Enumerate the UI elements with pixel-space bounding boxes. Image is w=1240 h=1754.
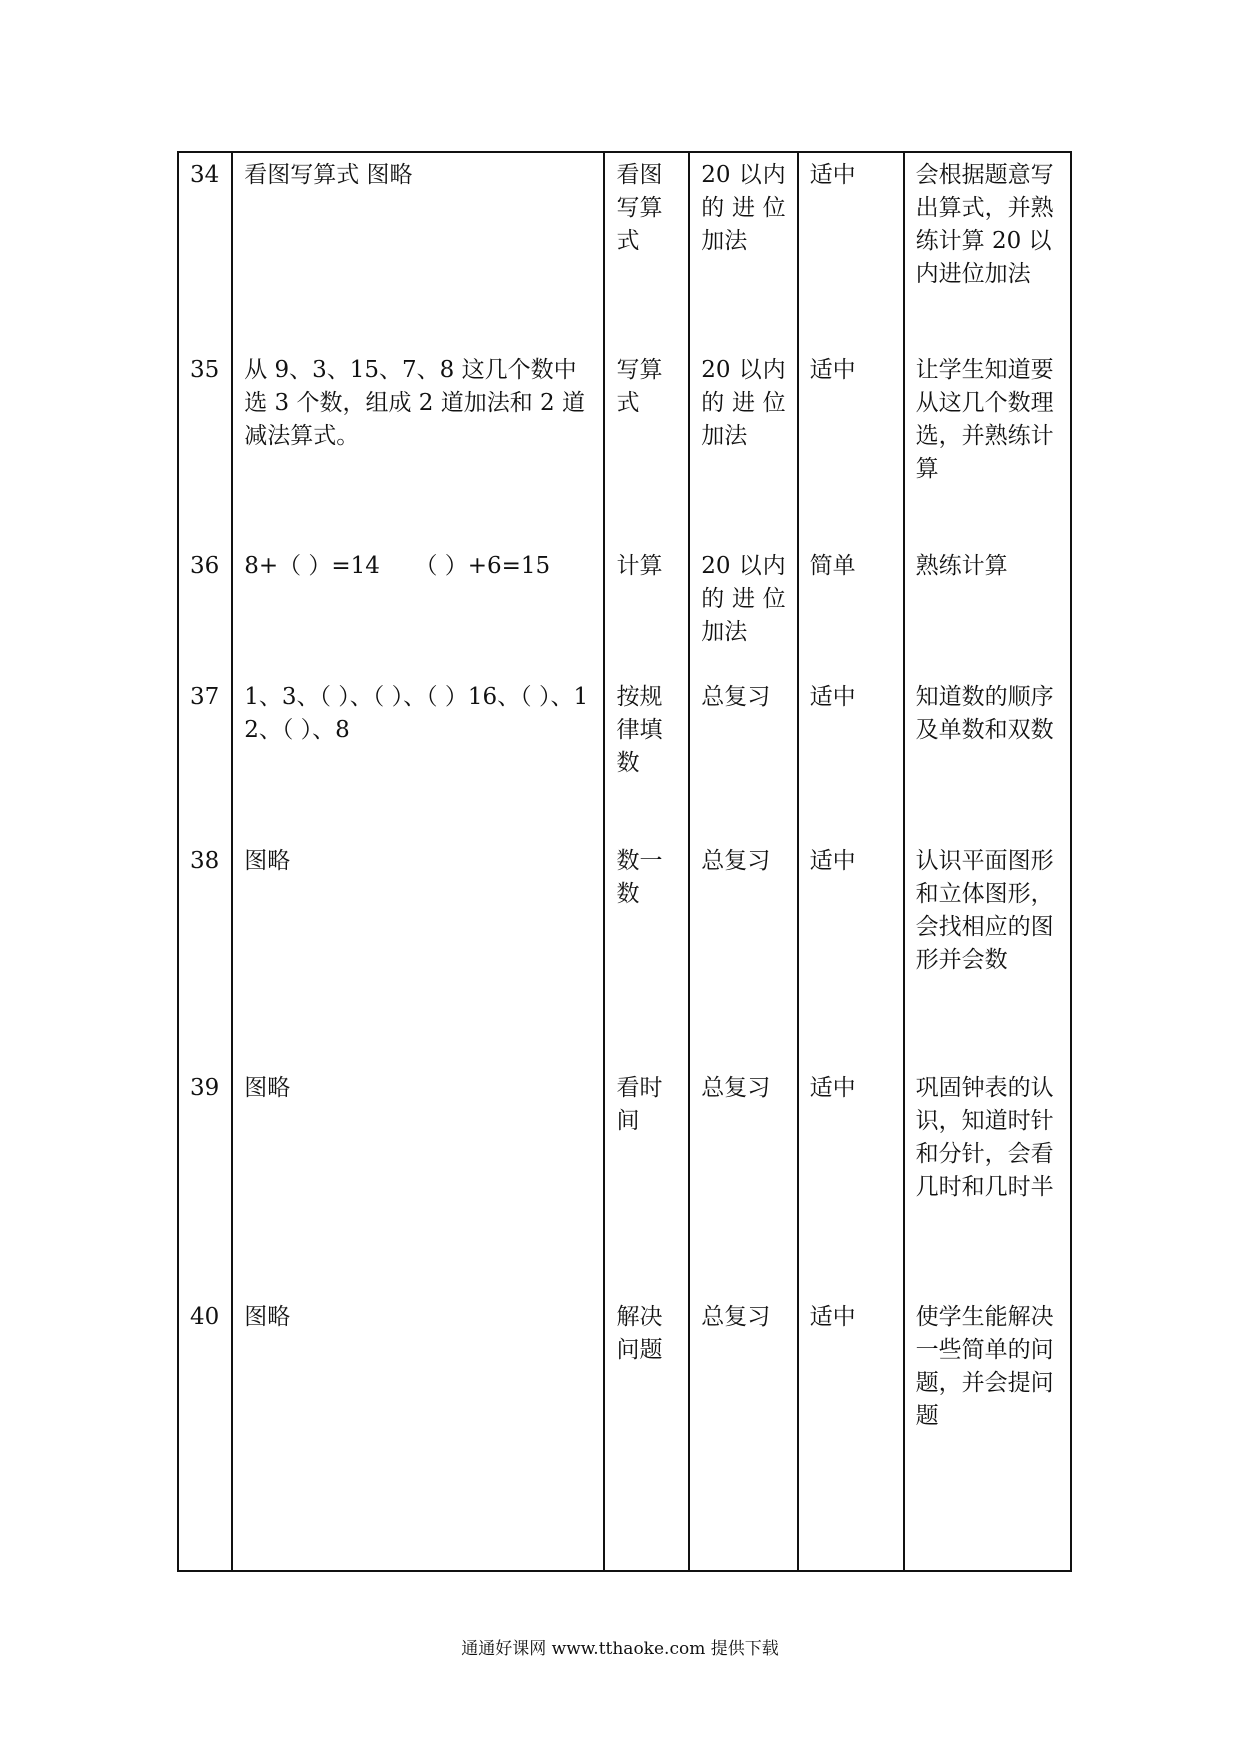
teaching-goal: 熟练计算 <box>904 544 1071 675</box>
question-number: 36 <box>178 544 232 675</box>
question-number: 35 <box>178 348 232 544</box>
teaching-goal: 认识平面图形和立体图形，会找相应的图形并会数 <box>904 839 1071 1066</box>
knowledge-point: 20 以内的进位加法 <box>689 152 797 348</box>
teaching-goal: 让学生知道要从这几个数理选，并熟练计算 <box>904 348 1071 544</box>
question-number: 39 <box>178 1066 232 1295</box>
question-content: 1、3、（ ）、（ ）、（ ）16、（ ）、12、（ ）、8 <box>232 675 604 839</box>
knowledge-point: 总复习 <box>689 1295 797 1571</box>
knowledge-point: 20 以内的进位加法 <box>689 348 797 544</box>
table-row <box>178 675 1071 839</box>
question-type: 看时间 <box>604 1066 689 1295</box>
table-row <box>178 544 1071 675</box>
question-number: 34 <box>178 152 232 348</box>
knowledge-point: 20 以内的进位加法 <box>689 544 797 675</box>
question-content: 8+（ ）=14 （ ）+6=15 <box>232 544 604 675</box>
question-number: 37 <box>178 675 232 839</box>
question-type: 数一数 <box>604 839 689 1066</box>
table-row <box>178 152 1071 348</box>
difficulty-level: 适中 <box>798 839 904 1066</box>
question-content: 看图写算式 图略 <box>232 152 604 348</box>
difficulty-level: 适中 <box>798 1295 904 1571</box>
knowledge-point: 总复习 <box>689 1066 797 1295</box>
difficulty-level: 适中 <box>798 152 904 348</box>
teaching-goal: 知道数的顺序及单数和双数 <box>904 675 1071 839</box>
difficulty-level: 适中 <box>798 1066 904 1295</box>
question-type: 计算 <box>604 544 689 675</box>
question-type: 看图写算式 <box>604 152 689 348</box>
page-footer: 通通好课网 www.tthaoke.com 提供下载 <box>461 1639 779 1659</box>
teaching-goal: 会根据题意写出算式，并熟练计算 20 以内进位加法 <box>904 152 1071 348</box>
question-number: 38 <box>178 839 232 1066</box>
question-content: 图略 <box>232 1066 604 1295</box>
teaching-goal: 使学生能解决一些简单的问题，并会提问题 <box>904 1295 1071 1571</box>
question-content: 图略 <box>232 839 604 1066</box>
question-type: 解决问题 <box>604 1295 689 1571</box>
knowledge-point: 总复习 <box>689 675 797 839</box>
question-content: 从 9、3、15、7、8 这几个数中选 3 个数，组成 2 道加法和 2 道减法算式。 <box>232 348 604 544</box>
table-row <box>178 839 1071 1066</box>
difficulty-level: 适中 <box>798 675 904 839</box>
knowledge-point: 总复习 <box>689 839 797 1066</box>
question-type: 按规律填数 <box>604 675 689 839</box>
question-number: 40 <box>178 1295 232 1571</box>
question-type: 写算式 <box>604 348 689 544</box>
table-row <box>178 1295 1071 1571</box>
teaching-goal: 巩固钟表的认识，知道时针和分针，会看几时和几时半 <box>904 1066 1071 1295</box>
table-row <box>178 348 1071 544</box>
question-table <box>177 151 1072 1572</box>
difficulty-level: 简单 <box>798 544 904 675</box>
question-content: 图略 <box>232 1295 604 1571</box>
table-row <box>178 1066 1071 1295</box>
difficulty-level: 适中 <box>798 348 904 544</box>
